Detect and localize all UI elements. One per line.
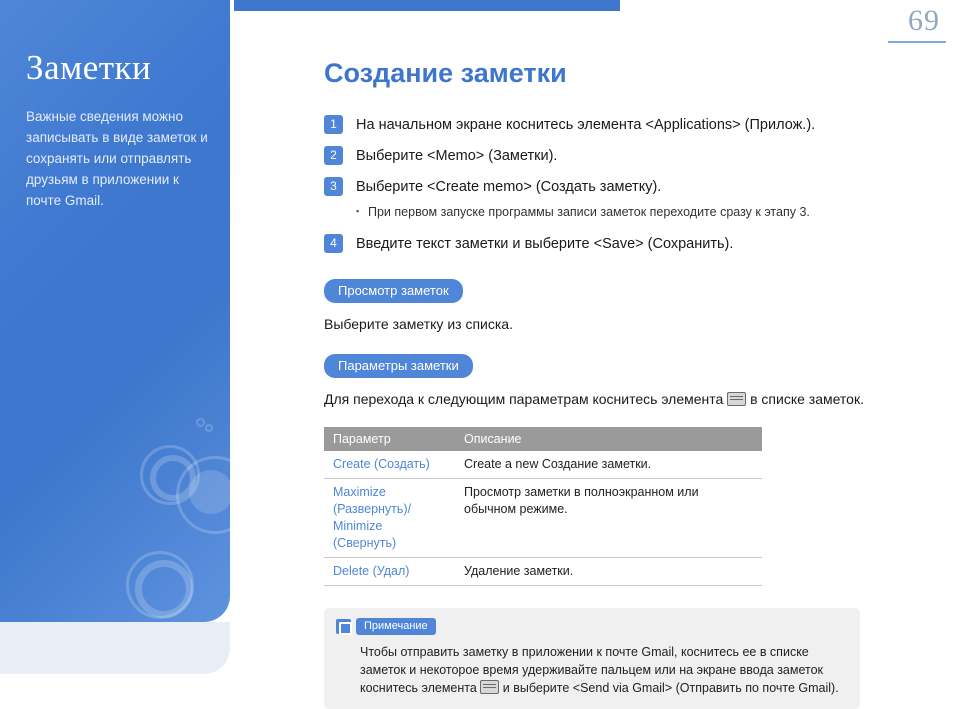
substeps-list <box>356 204 924 221</box>
step-number: 2 <box>324 146 343 165</box>
section-heading-note-params: Параметры заметки <box>324 354 473 378</box>
table-header-row <box>324 427 762 451</box>
decor-circle-5 <box>126 551 194 619</box>
step-number: 1 <box>324 115 343 134</box>
page-title: Создание заметки <box>324 58 567 88</box>
note-box <box>324 608 860 709</box>
section-heading-view-notes: Просмотр заметок <box>324 279 463 303</box>
note-text-part1: Чтобы отправить заметку в приложении к почте Gmail, коснитесь ее в списке заметок и некоторое время удерживайте пальцем или на экране ввода заметок коснитесь элемента <box>360 645 824 695</box>
list-item <box>324 115 924 135</box>
list-item <box>324 177 924 221</box>
main-content <box>324 0 924 709</box>
table-cell-description: Просмотр заметки в полноэкранном или обычном режиме. <box>455 479 762 558</box>
table-row <box>324 558 762 586</box>
sidebar-title: Заметки <box>26 48 152 87</box>
step-number: 3 <box>324 177 343 196</box>
note-text-part2: и выберите <Send via Gmail> (Отправить по почте Gmail). <box>502 681 839 695</box>
list-item <box>324 234 924 254</box>
menu-icon <box>480 680 499 694</box>
parameters-table <box>324 427 762 586</box>
table-row <box>324 479 762 558</box>
note-badge: Примечание <box>356 618 436 635</box>
step-text: Выберите <Create memo> (Создать заметку). <box>356 179 662 195</box>
section-view-text: Выберите заметку из списка. <box>324 316 513 332</box>
table-cell-term: Create (Создать) <box>324 451 455 479</box>
step-number: 4 <box>324 234 343 253</box>
table-cell-description: Удаление заметки. <box>455 558 762 586</box>
table-row <box>324 451 762 479</box>
steps-list <box>324 115 924 254</box>
note-icon <box>336 619 351 634</box>
page-number: 69 <box>908 4 940 37</box>
note-text <box>336 643 848 697</box>
step-text: Введите текст заметки и выберите <Save> (Сохранить). <box>356 236 734 252</box>
sidebar <box>0 0 230 622</box>
table-cell-term: Maximize (Развернуть)/ Minimize (Свернуть) <box>324 479 455 558</box>
section-params-text-after: в списке заметок. <box>750 391 864 407</box>
decor-dot-3 <box>205 424 213 432</box>
table-header-cell: Параметр <box>324 427 455 451</box>
menu-icon <box>727 392 746 406</box>
list-item <box>324 146 924 166</box>
section-params-text-before: Для перехода к следующим параметрам коснитесь элемента <box>324 391 724 407</box>
table-cell-description: Create a new Создание заметки. <box>455 451 762 479</box>
note-header <box>336 618 848 635</box>
table-header-cell: Описание <box>455 427 762 451</box>
sidebar-bottom-tab <box>0 622 230 674</box>
table-cell-term: Delete (Удал) <box>324 558 455 586</box>
section-params-text <box>324 389 924 409</box>
sidebar-description: Важные сведения можно записывать в виде заметок и сохранять или отправлять друзьям в приложении к почте Gmail. <box>26 109 208 208</box>
step-text: На начальном экране коснитесь элемента <Applications> (Прилож.). <box>356 117 816 133</box>
decor-dot-2 <box>196 418 205 427</box>
substep-text: ▪ При первом запуске программы записи заметок переходите сразу к этапу 3. <box>356 204 924 221</box>
step-text: Выберите <Memo> (Заметки). <box>356 148 558 164</box>
